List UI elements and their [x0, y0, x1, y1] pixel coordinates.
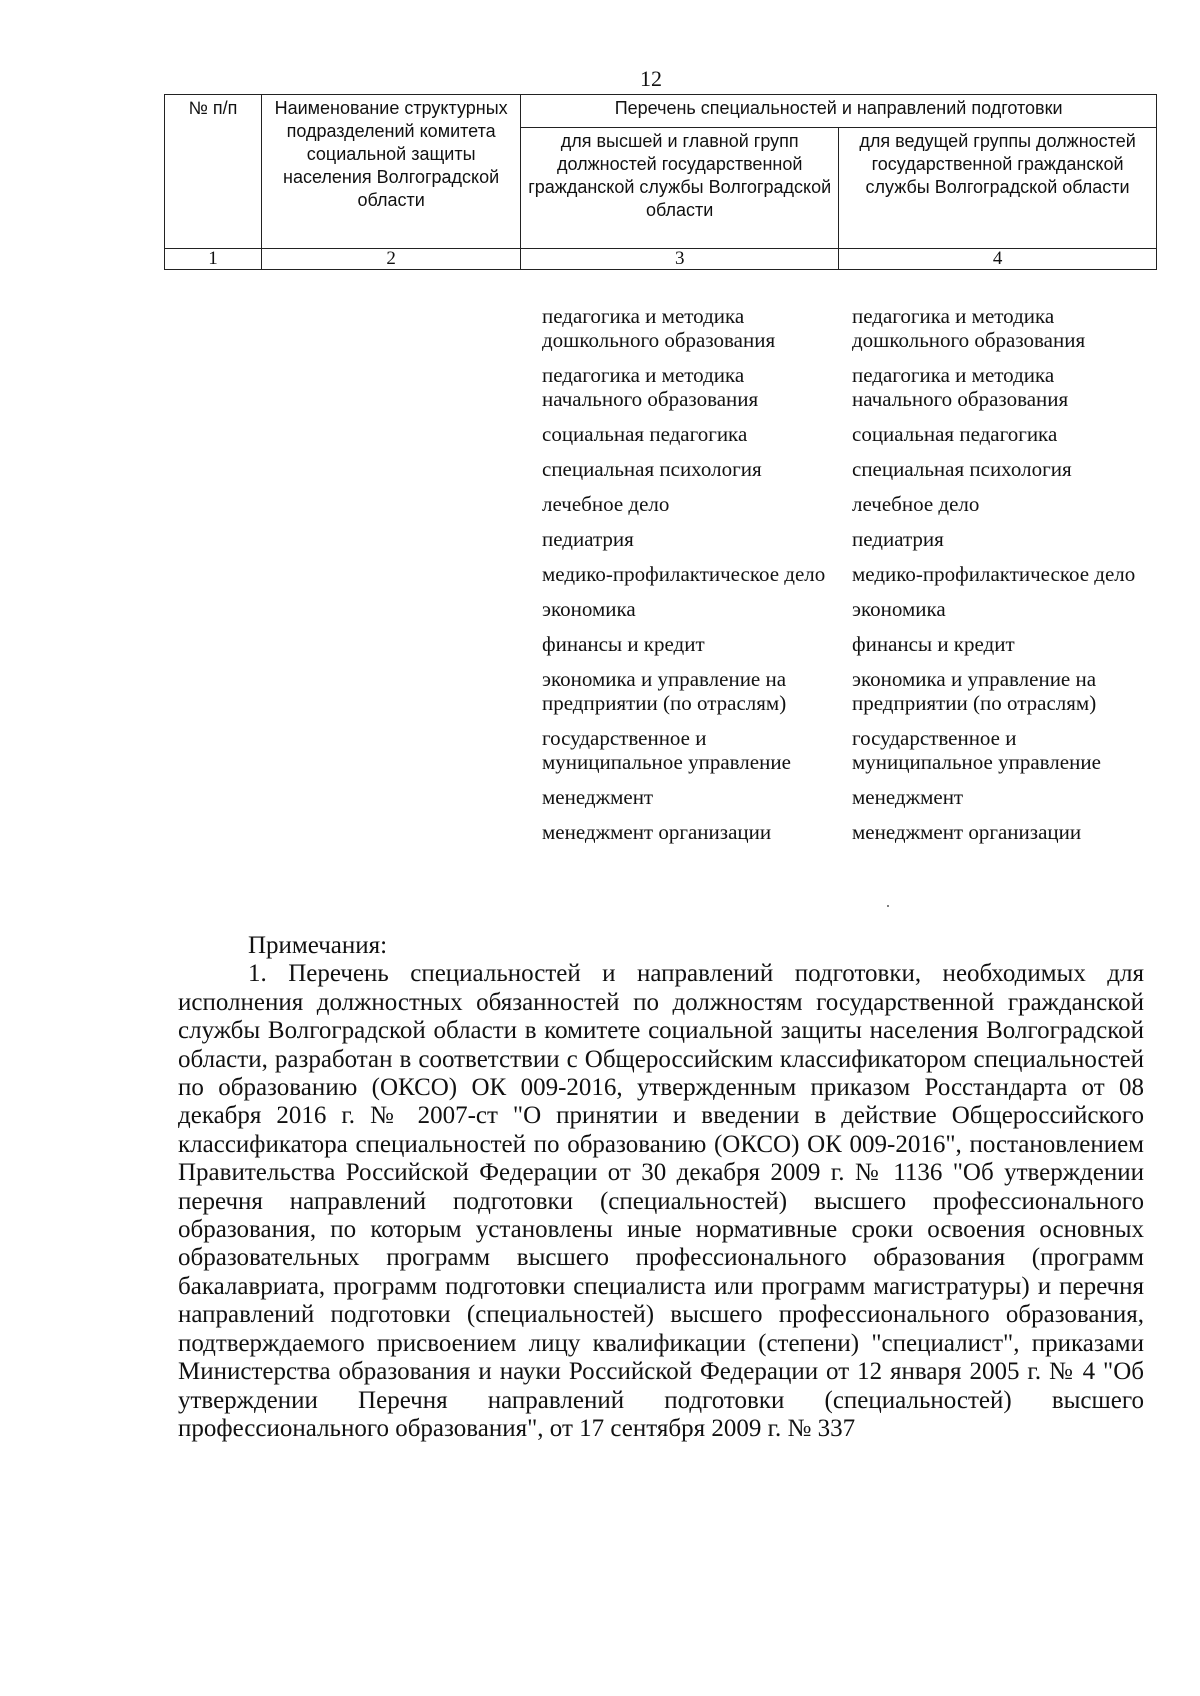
list-item: [542, 527, 1162, 551]
list-item: [542, 457, 1162, 481]
specialty-higher: социальная педагогика: [542, 422, 748, 446]
specialty-leading: экономика и управление на предприятии (по отраслям): [852, 667, 1097, 715]
header-subdivision-name: Наименование структурных подразделений комитета социальной защиты населения Волгоградской области: [261, 95, 520, 249]
header-number: № п/п: [165, 95, 262, 249]
page-number: 12: [640, 66, 662, 91]
specialty-higher: менеджмент: [542, 785, 654, 809]
specialties-list: [542, 304, 1162, 855]
specialty-leading: менеджмент: [852, 785, 964, 809]
column-index-2: 2: [261, 249, 520, 270]
specialty-higher: специальная психология: [542, 457, 762, 481]
notes-section: [178, 932, 1144, 1443]
list-item: [542, 820, 1162, 844]
list-item: [542, 667, 1162, 715]
specialty-higher: медико-профилактическое дело: [542, 562, 826, 586]
specialty-higher: менеджмент организации: [542, 820, 772, 844]
header-leading-group: для ведущей группы должностей государственной гражданской службы Волгоградской области: [839, 128, 1157, 249]
specialty-higher: государственное и муниципальное управление: [542, 726, 791, 774]
list-item: [542, 363, 1162, 411]
specialty-leading: лечебное дело: [852, 492, 980, 516]
list-item: [542, 785, 1162, 809]
specialty-higher: финансы и кредит: [542, 632, 705, 656]
specialty-leading: экономика: [852, 597, 946, 621]
column-index-1: 1: [165, 249, 262, 270]
list-item: [542, 726, 1162, 774]
list-item: [542, 562, 1162, 586]
column-index-4: 4: [839, 249, 1157, 270]
specialty-higher: педиатрия: [542, 527, 634, 551]
specialty-leading: социальная педагогика: [852, 422, 1058, 446]
specialty-leading: педагогика и методика дошкольного образования: [852, 304, 1086, 352]
specialty-higher: лечебное дело: [542, 492, 670, 516]
list-item: [542, 422, 1162, 446]
header-specialties: Перечень специальностей и направлений подготовки: [521, 95, 1157, 128]
specialty-leading: менеджмент организации: [852, 820, 1082, 844]
notes-title: Примечания:: [248, 932, 388, 959]
specialty-leading: педиатрия: [852, 527, 944, 551]
specialty-higher: педагогика и методика начального образования: [542, 363, 759, 411]
list-item: [542, 492, 1162, 516]
scan-speck: [887, 905, 889, 907]
specialties-table-header: [164, 94, 1157, 270]
list-item: [542, 632, 1162, 656]
list-item: [542, 597, 1162, 621]
header-higher-group: для высшей и главной групп должностей государственной гражданской службы Волгоградской области: [521, 128, 839, 249]
specialty-higher: экономика и управление на предприятии (по отраслям): [542, 667, 787, 715]
specialty-higher: педагогика и методика дошкольного образования: [542, 304, 776, 352]
specialty-leading: педагогика и методика начального образования: [852, 363, 1069, 411]
specialty-leading: медико-профилактическое дело: [852, 562, 1136, 586]
column-index-3: 3: [521, 249, 839, 270]
specialty-leading: специальная психология: [852, 457, 1072, 481]
specialty-higher: экономика: [542, 597, 636, 621]
specialty-leading: финансы и кредит: [852, 632, 1015, 656]
list-item: [542, 304, 1162, 352]
specialty-leading: государственное и муниципальное управление: [852, 726, 1101, 774]
notes-paragraph: 1. Перечень специальностей и направлений подготовки, необходимых для исполнения должностных обязанностей по должностям государственной гражданской службы Волгоградской области в комитете социальной защиты населения Волгоградской области, разработан в соответствии с Общероссийским классификатором специальностей по образованию (ОКСО) ОК 009-2016, утвержденным приказом Росстандарта от 08 декабря 2016 г. № 2007-ст "О принятии и введении в действие Общероссийского классификатора специальностей по образованию (ОКСО) ОК 009-2016", постановлением Правительства Российской Федерации от 30 декабря 2009 г. № 1136 "Об утверждении перечня направлений подготовки (специальностей) высшего профессионального образования, по которым установлены иные нормативные сроки освоения основных образовательных программ высшего профессионального образования (программ бакалавриата, программ подготовки специалиста или программ магистратуры) и перечня направлений подготовки (специальностей) высшего профессионального образования, подтверждаемого присвоением лицу квалификации (степени) "специалист", приказами Министерства образования и науки Российской Федерации от 12 января 2005 г. № 4 "Об утверждении Перечня направлений подготовки (специальностей) высшего профессионального образования", от 17 сентября 2009 г. № 337: [178, 960, 1144, 1442]
